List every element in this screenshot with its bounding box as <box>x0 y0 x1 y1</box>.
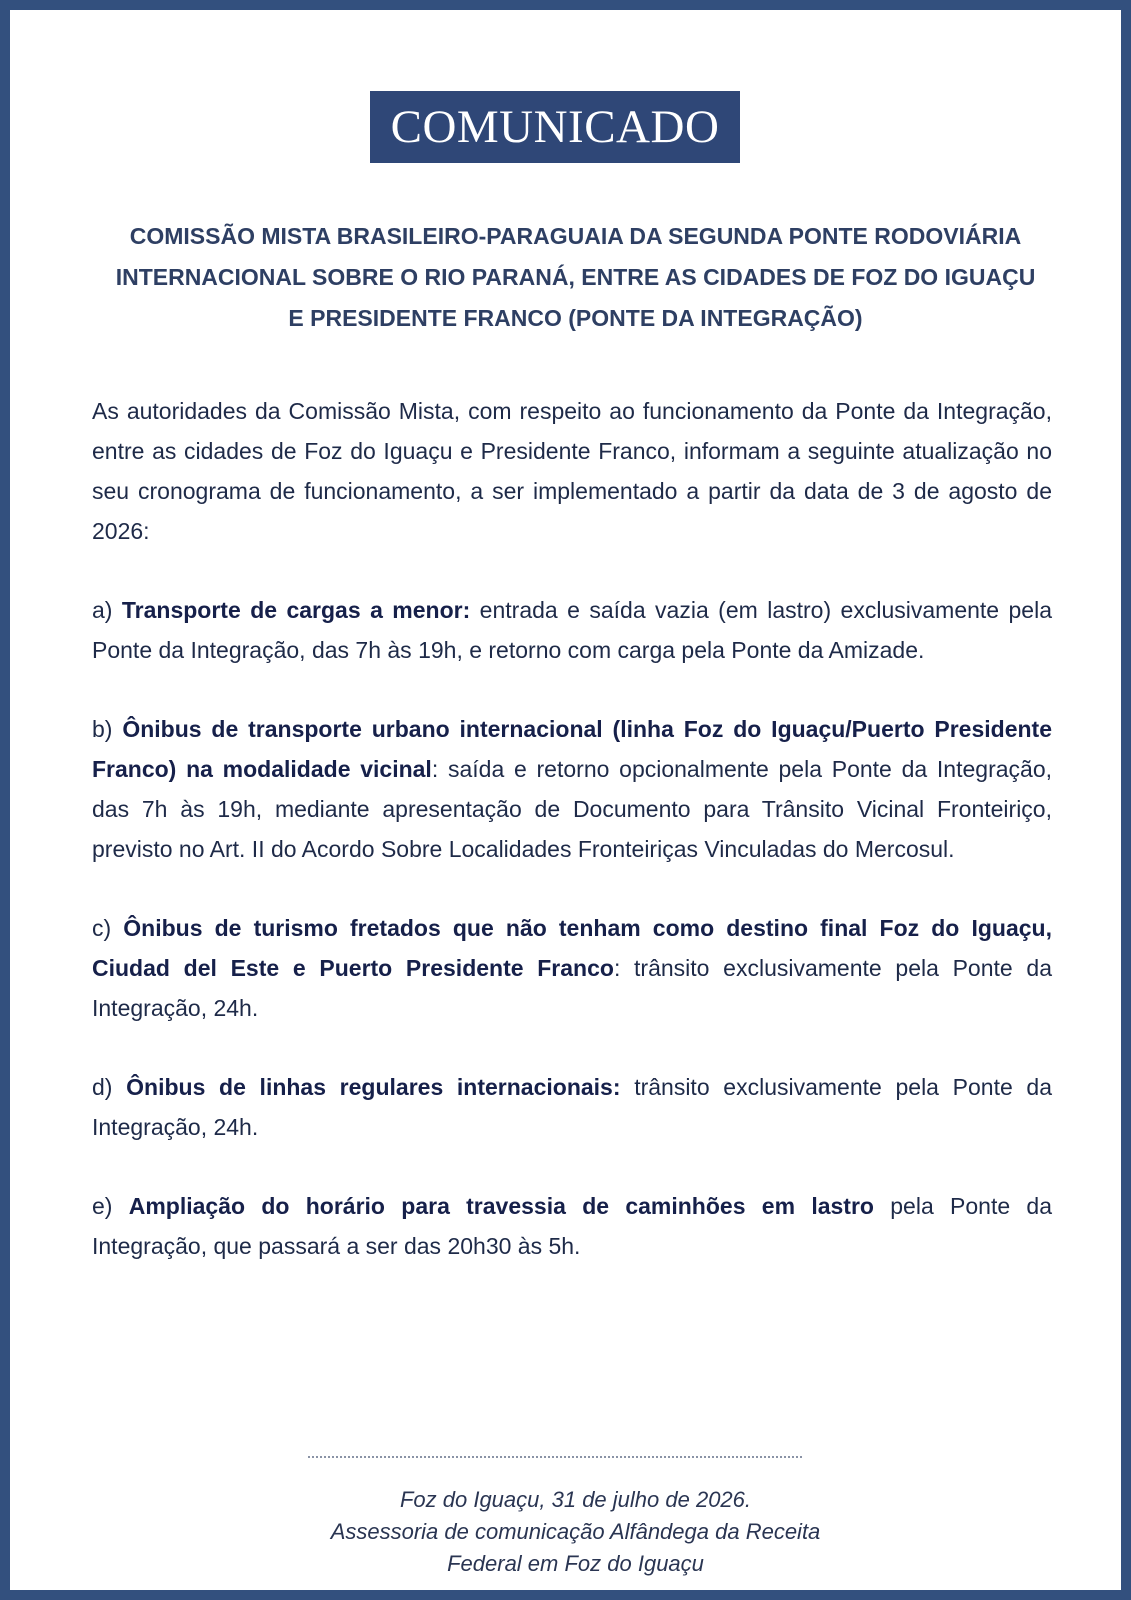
intro-paragraph: As autoridades da Comissão Mista, com respeito ao funcionamento da Ponte da Integração, entre as cidades de Foz do Iguaçu e Presidente Franco, informam a seguinte atualização no seu cronograma de funcionamento, a ser implementado a partir da data de 3 de agosto de 2026: <box>92 398 1052 544</box>
heading-line: INTERNACIONAL SOBRE O RIO PARANÁ, ENTRE AS CIDADES DE FOZ DO IGUAÇU <box>115 264 1036 290</box>
footer-date: Foz do Iguaçu, 31 de julho de 2026. <box>399 1487 752 1512</box>
heading-line: E PRESIDENTE FRANCO (PONTE DA INTEGRAÇÃO) <box>288 305 863 331</box>
item-prefix: e) <box>92 1193 129 1219</box>
item-text: : trânsito exclusivamente pela Ponte da Integração, 24h. <box>92 955 1052 1021</box>
footer-signature-line: Federal em Foz do Iguaçu <box>447 1551 704 1576</box>
item-paragraph-a <box>92 590 1052 670</box>
footer-signature-line: Assessoria de comunicação Alfândega da Receita <box>330 1519 821 1544</box>
dotted-divider <box>308 1456 802 1458</box>
badge-title: COMUNICADO <box>390 101 720 153</box>
item-paragraph-d <box>92 1067 1052 1147</box>
item-bold-title: Ônibus de turismo fretados que não tenham como destino final Foz do Iguaçu, Ciudad del Este e Puerto Presidente Franco <box>92 915 1052 981</box>
announcement-body <box>92 391 1052 1305</box>
item-prefix: c) <box>92 915 124 941</box>
item-bold-title: Ônibus de transporte urbano internacional (linha Foz do Iguaçu/Puerto Presidente Franco) na modalidade vicinal <box>92 716 1052 782</box>
item-paragraph-b <box>92 709 1052 869</box>
commission-heading <box>90 216 1061 339</box>
item-prefix: a) <box>92 597 122 623</box>
signature-footer <box>210 1484 941 1580</box>
heading-line: COMISSÃO MISTA BRASILEIRO-PARAGUAIA DA SEGUNDA PONTE RODOVIÁRIA <box>129 223 1022 249</box>
item-paragraph-e <box>92 1186 1052 1266</box>
item-text: entrada e saída vazia (em lastro) exclusivamente pela Ponte da Integração, das 7h às 19h, e retorno com carga pela Ponte da Amizade. <box>92 597 1052 663</box>
item-text: pela Ponte da Integração, que passará a ser das 20h30 às 5h. <box>92 1193 1053 1259</box>
item-text: : saída e retorno opcionalmente pela Ponte da Integração, das 7h às 19h, mediante apresentação de Documento para Trânsito Vicinal Fronteiriço, previsto no Art. II do Acordo Sobre Localidades Fronteiriças Vinculadas do Mercosul. <box>92 756 1052 862</box>
comunicado-badge <box>370 91 740 163</box>
item-paragraph-c <box>92 908 1052 1028</box>
item-bold-title: Ônibus de linhas regulares internacionais: <box>126 1074 621 1100</box>
item-prefix: b) <box>92 716 123 742</box>
item-bold-title: Transporte de cargas a menor: <box>121 597 471 623</box>
item-prefix: d) <box>92 1074 127 1100</box>
item-bold-title: Ampliação do horário para travessia de caminhões em lastro <box>128 1193 874 1219</box>
item-text: trânsito exclusivamente pela Ponte da Integração, 24h. <box>92 1074 1053 1140</box>
